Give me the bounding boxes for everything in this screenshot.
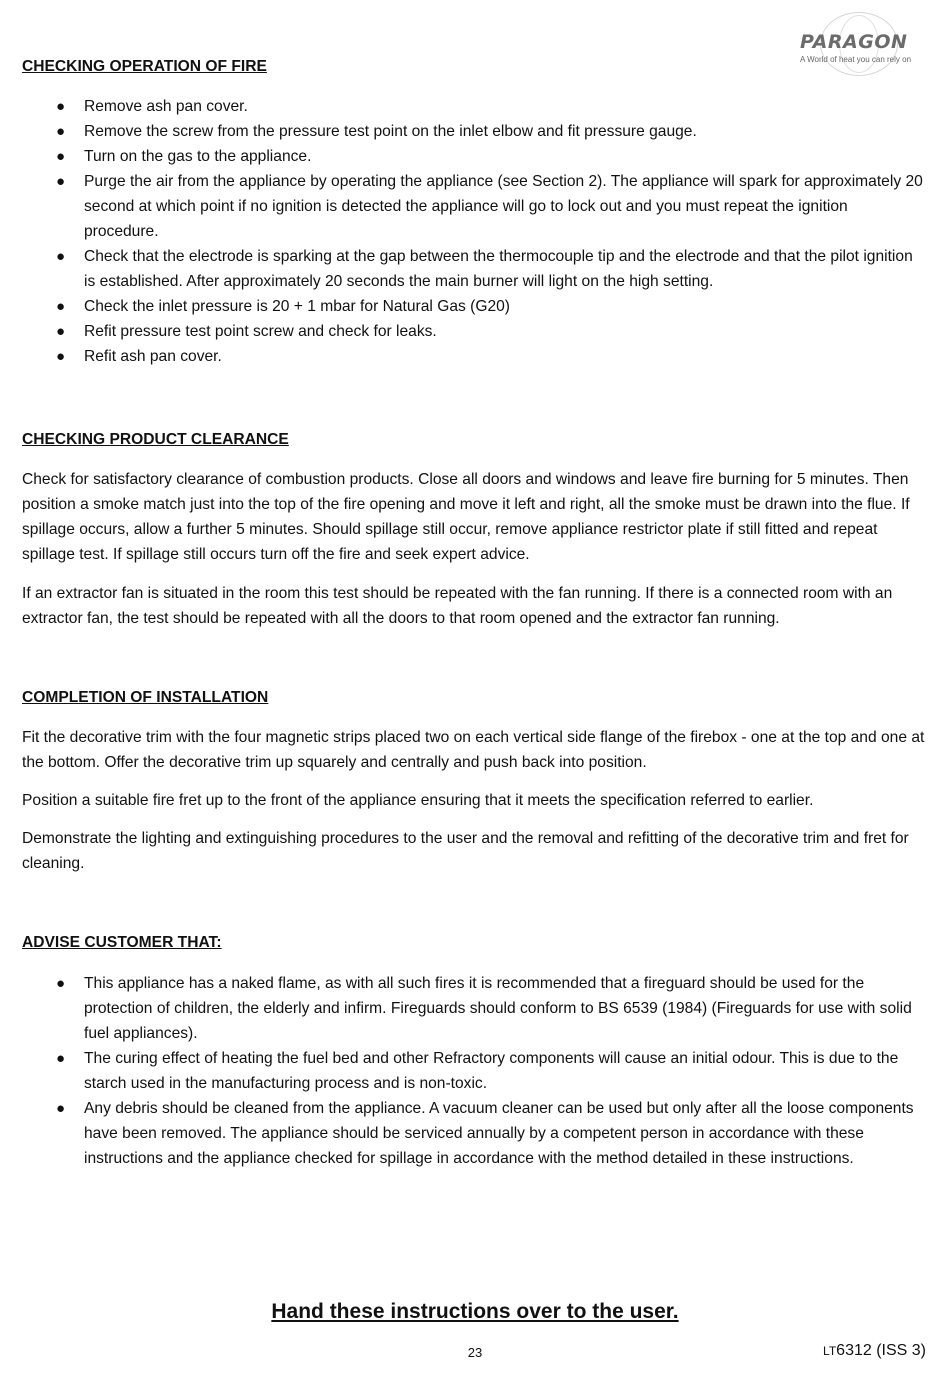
doc-ref-prefix: LT	[823, 1344, 837, 1358]
bullet-icon: ●	[56, 123, 66, 140]
list-item: ● Refit ash pan cover.	[22, 344, 926, 369]
section-heading-advise-customer: ADVISE CUSTOMER THAT:	[22, 934, 222, 951]
bullet-icon: ●	[56, 348, 66, 365]
fret-paragraph: Position a suitable fire fret up to the front of the appliance ensuring that it meets the specification referred to earlier.	[22, 792, 814, 809]
bullet-icon: ●	[56, 323, 66, 340]
list-item: ● Check that the electrode is sparking at the gap between the thermocouple tip and the electrode and that the pilot ignition is established. After approximately 20 seconds the main burner will light on the high setting.	[22, 244, 926, 294]
bullet-icon: ●	[56, 148, 66, 165]
list-item: ● Remove ash pan cover.	[22, 94, 926, 119]
bullet-icon: ●	[56, 248, 66, 265]
list-item: ● Remove the screw from the pressure test point on the inlet elbow and fit pressure gauge.	[22, 119, 926, 144]
main-content	[22, 54, 926, 1171]
logo-name: PARAGON	[800, 31, 908, 53]
extractor-fan-paragraph: If an extractor fan is situated in the room this test should be repeated with the fan running. If there is a connected room with an extractor fan, the test should be repeated with all the doors to that room opened and the extractor fan running.	[22, 585, 893, 627]
page-number: 23	[467, 1345, 483, 1360]
list-item: ● Purge the air from the appliance by operating the appliance (see Section 2). The appliance will spark for approximately 20 second at which point if no ignition is detected the appliance will go to lock out and you must repeat the ignition procedure.	[22, 169, 926, 244]
bullet-icon: ●	[56, 1100, 66, 1117]
trim-paragraph: Fit the decorative trim with the four magnetic strips placed two on each vertical side flange of the firebox - one at the top and one at the bottom. Offer the decorative trim up squarely and centrally and push back into position.	[22, 729, 925, 771]
list-item: ● Refit pressure test point screw and check for leaks.	[22, 319, 926, 344]
list-item: ● The curing effect of heating the fuel bed and other Refractory components will cause an initial odour. This is due to the starch used in the manufacturing process and is non-toxic.	[22, 1046, 926, 1096]
list-item: ● Turn on the gas to the appliance.	[22, 144, 926, 169]
document-reference	[823, 1342, 926, 1360]
section-heading-product-clearance: CHECKING PRODUCT CLEARANCE	[22, 431, 289, 448]
list-item: ● Any debris should be cleaned from the appliance. A vacuum cleaner can be used but only after all the loose components have been removed. The appliance should be serviced annually by a competent person in accordance with these instructions and the appliance checked for spillage in accordance with the method detailed in these instructions.	[22, 1096, 926, 1171]
bullet-icon: ●	[56, 173, 66, 190]
doc-ref-rest: 6312 (ISS 3)	[836, 1342, 926, 1359]
bullet-icon: ●	[56, 975, 66, 992]
advise-bullet-list	[22, 971, 926, 1171]
clearance-paragraph: Check for satisfactory clearance of combustion products. Close all doors and windows and leave fire burning for 5 minutes. Then position a smoke match just into the top of the fire opening and move it left and right, all the smoke must be drawn into the flue. If spillage occurs, allow a further 5 minutes. Should spillage still occur, remove appliance restrictor plate if still fitted and repeat spillage test. If spillage still occurs turn off the fire and seek expert advice.	[22, 471, 910, 563]
list-item: ● This appliance has a naked flame, as with all such fires it is recommended that a fireguard should be used for the protection of children, the elderly and infirm. Fireguards should conform to BS 6539 (1984) (Fireguards for use with solid fuel appliances).	[22, 971, 926, 1046]
logo-tagline: A World of heat you can rely on	[800, 55, 912, 64]
final-instruction: Hand these instructions over to the user.	[271, 1300, 679, 1323]
operation-bullet-list	[22, 94, 926, 369]
list-item: ● Check the inlet pressure is 20 + 1 mbar for Natural Gas (G20)	[22, 294, 926, 319]
section-heading-checking-operation: CHECKING OPERATION OF FIRE	[22, 58, 267, 75]
demonstrate-paragraph: Demonstrate the lighting and extinguishing procedures to the user and the removal and refitting of the decorative trim and fret for cleaning.	[22, 830, 909, 872]
bullet-icon: ●	[56, 98, 66, 115]
section-heading-completion: COMPLETION OF INSTALLATION	[22, 689, 269, 706]
bullet-icon: ●	[56, 1050, 66, 1067]
bullet-icon: ●	[56, 298, 66, 315]
